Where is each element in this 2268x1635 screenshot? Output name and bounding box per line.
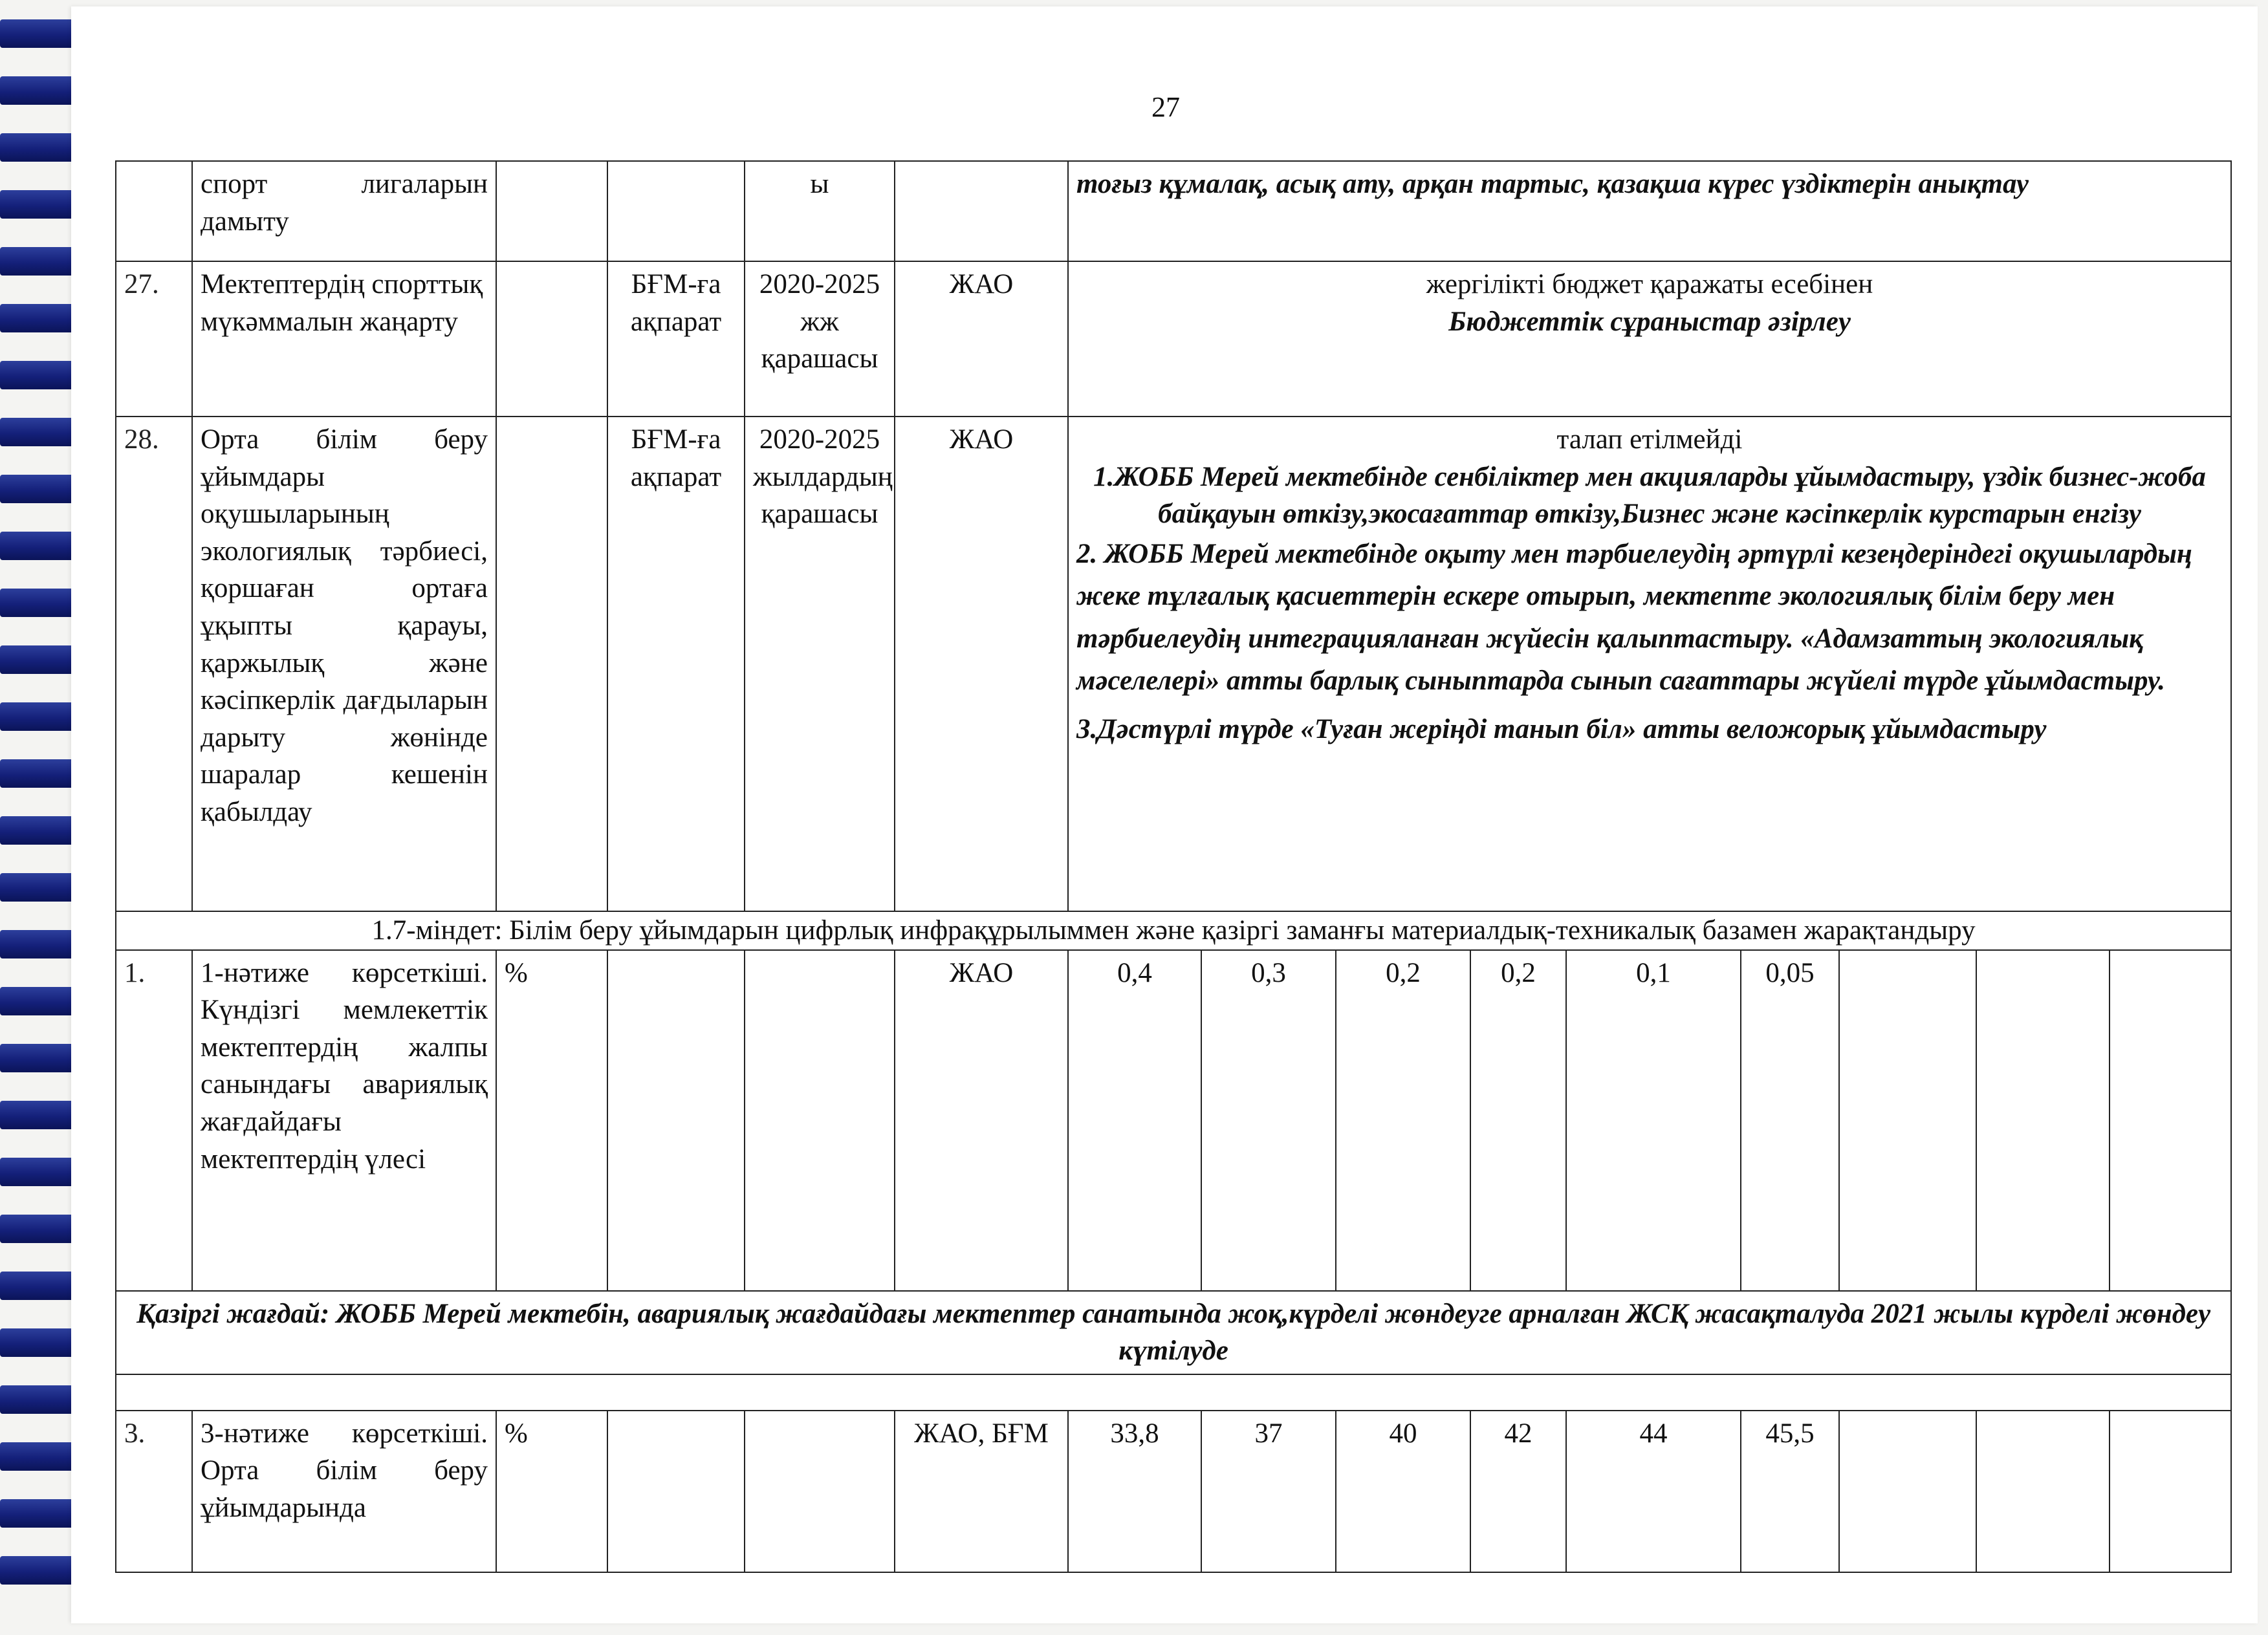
binding-ring <box>0 76 83 105</box>
result-item-1: 1.ЖОББ Мерей мектебінде сенбіліктер мен акцияларды ұйымдастыру, үздік бизнес-жоба байқауын өткізу,экосағаттар өткізу,Бизнес және кәсіпкерлік курстарын енгізу <box>1093 461 2206 530</box>
responsible: ЖАО <box>895 950 1068 1291</box>
indicator-value: 42 <box>1470 1411 1566 1572</box>
indicator-value: 0,2 <box>1336 950 1470 1291</box>
row-number: 28. <box>116 417 192 911</box>
indicator-name: 3-нәтиже көрсеткіші. Орта білім беру ұйымдарында <box>192 1411 496 1572</box>
finance-and-result <box>1068 417 2231 911</box>
implementation-result: Бюджеттік сұраныстар әзірлеу <box>1448 306 1851 337</box>
binding-ring <box>0 987 83 1015</box>
indicator-value: 0,05 <box>1741 950 1839 1291</box>
binding-ring <box>0 759 83 788</box>
page-number: 27 <box>1151 91 1180 123</box>
binding-ring <box>0 532 83 560</box>
table-row <box>116 261 2231 417</box>
row-number <box>116 161 192 261</box>
table-row <box>116 161 2231 261</box>
binding-ring <box>0 1044 83 1072</box>
responsible: ЖАО, БҒМ <box>895 1411 1068 1572</box>
unit: % <box>496 1411 607 1572</box>
binding-ring <box>0 19 83 48</box>
indicator-value: 40 <box>1336 1411 1470 1572</box>
binding-ring <box>0 645 83 674</box>
binding-ring <box>0 1556 83 1585</box>
binding-ring <box>0 304 83 332</box>
binding-ring <box>0 816 83 845</box>
binding-ring <box>0 361 83 389</box>
responsible: ЖАО <box>895 417 1068 911</box>
finance-source: жергілікті бюджет қаражаты есебінен <box>1426 269 1873 299</box>
indicator-value: 37 <box>1201 1411 1336 1572</box>
table-row <box>116 950 2231 1291</box>
indicator-value: 0,2 <box>1470 950 1566 1291</box>
table-row <box>116 417 2231 911</box>
implementation-result: тоғыз құмалақ, асық ату, арқан тартыс, қазақша күрес үздіктерін анықтау <box>1068 161 2231 261</box>
binding-ring <box>0 702 83 731</box>
binding-ring <box>0 1385 83 1414</box>
binding-ring <box>0 1442 83 1471</box>
indicator-value: 0,3 <box>1201 950 1336 1291</box>
binding-ring <box>0 418 83 446</box>
binding-ring <box>0 1158 83 1186</box>
indicator-value: 45,5 <box>1741 1411 1839 1572</box>
indicator-name: 1-нәтиже көрсеткіші. Күндізгі мемлекеттік мектептердің жалпы санындағы авариялық жағдайдағы мектептердің үлесі <box>192 950 496 1291</box>
indicator-value: 44 <box>1566 1411 1741 1572</box>
finance-source: талап етілмейді <box>1556 424 1743 455</box>
current-state: Қазіргі жағдай: ЖОББ Мерей мектебін, авариялық жағдайдағы мектептер санатында жоқ,күрделі жөндеуге арналған ЖСҚ жасақталуда 2021 жылы күрделі жөндеу күтілуде <box>116 1291 2231 1374</box>
table-row <box>116 1374 2231 1411</box>
binding-ring <box>0 133 83 162</box>
indicator-value: 0,4 <box>1068 950 1201 1291</box>
completion-form: БҒМ-ға ақпарат <box>607 417 745 911</box>
measure-name: Мектептердің спорттық мүкәммалын жаңарту <box>192 261 496 417</box>
deadline: ы <box>745 161 895 261</box>
row-number: 27. <box>116 261 192 417</box>
responsible: ЖАО <box>895 261 1068 417</box>
result-item-3: 3.Дәстүрлі түрде «Туған жеріңді танып біл» атты веложорық ұйымдастыру <box>1076 714 2047 745</box>
result-item-2: 2. ЖОББ Мерей мектебінде оқыту мен тәрбиелеудің әртүрлі кезеңдеріндегі оқушылардың жеке тұлғалық қасиеттерін ескере отырып, мектепте экологиялық білім беру мен тәрбиелеудің интеграцияланған жүйесін қалыптастыру. «Адамзаттың экологиялық мәселелері» атты барлық сыныптарда сынып сағаттары жүйелі түрде ұйымдастыру. <box>1076 538 2192 696</box>
row-number: 3. <box>116 1411 192 1572</box>
binding-ring <box>0 1101 83 1129</box>
deadline: 2020-2025 жж қарашасы <box>745 261 895 417</box>
finance-and-result <box>1068 261 2231 417</box>
plan-table <box>115 160 2232 1573</box>
binding-ring <box>0 1499 83 1528</box>
measure-name: Орта білім беру ұйымдары оқушыларының экологиялық тәрбиесі, қоршаған ортаға ұқыпты қарауы, қаржылық және кәсіпкерлік дағдыларын дарыту жөнінде шаралар кешенін қабылдау <box>192 417 496 911</box>
measure-name: спорт лигаларын дамыту <box>192 161 496 261</box>
binding-ring <box>0 873 83 902</box>
task-heading: 1.7-міндет: Білім беру ұйымдарын цифрлық инфрақұрылыммен және қазіргі заманғы материалдық-техникалық базамен жарақтандыру <box>116 911 2231 950</box>
indicator-value: 33,8 <box>1068 1411 1201 1572</box>
binding-ring <box>0 190 83 219</box>
table-row <box>116 1291 2231 1374</box>
row-number: 1. <box>116 950 192 1291</box>
binding-ring <box>0 930 83 958</box>
table-row <box>116 911 2231 950</box>
table-row <box>116 1411 2231 1572</box>
unit: % <box>496 950 607 1291</box>
indicator-value: 0,1 <box>1566 950 1741 1291</box>
binding-ring <box>0 1215 83 1243</box>
binding-ring <box>0 589 83 617</box>
deadline: 2020-2025 жылдардың қарашасы <box>745 417 895 911</box>
completion-form: БҒМ-ға ақпарат <box>607 261 745 417</box>
binding-ring <box>0 247 83 276</box>
binding-ring <box>0 475 83 503</box>
binding-ring <box>0 1328 83 1357</box>
binding-ring <box>0 1272 83 1300</box>
